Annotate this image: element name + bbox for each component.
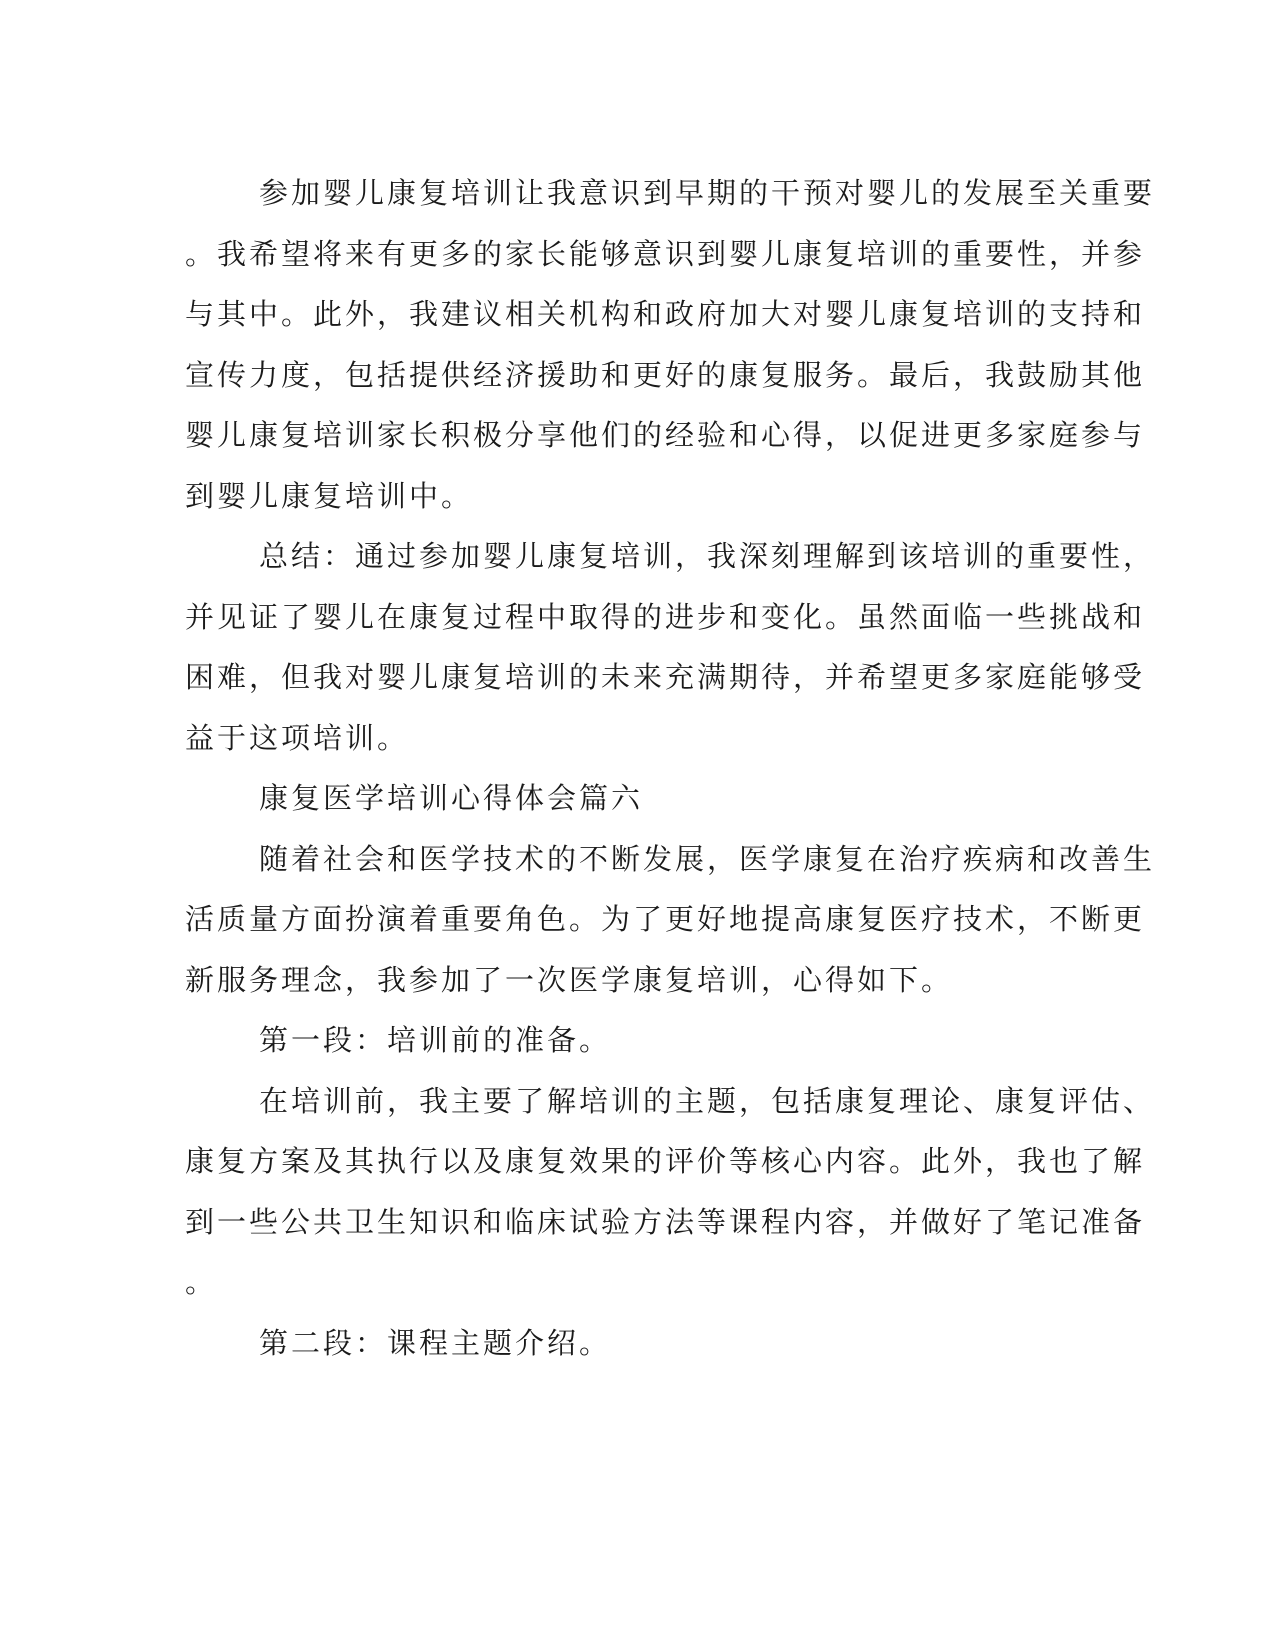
text-line: 在培训前，我主要了解培训的主题，包括康复理论、康复评估、 [259, 1083, 1156, 1118]
text-line: 总结：通过参加婴儿康复培训，我深刻理解到该培训的重要性， [259, 539, 1156, 573]
text-line: 困难，但我对婴儿康复培训的未来充满期待，并希望更多家庭能够受 [185, 660, 1146, 694]
text-line: 到婴儿康复培训中。 [185, 478, 474, 513]
paragraph-heading: 第二段：课程主题介绍。 [259, 1325, 612, 1360]
text-line: 。我希望将来有更多的家长能够意识到婴儿康复培训的重要性，并参 [185, 236, 1146, 271]
text-line: 与其中。此外，我建议相关机构和政府加大对婴儿康复培训的支持和 [185, 297, 1146, 331]
text-line: 新服务理念，我参加了一次医学康复培训，心得如下。 [185, 962, 954, 997]
paragraph-heading: 第一段：培训前的准备。 [259, 1023, 612, 1057]
document-body [185, 163, 1156, 1373]
section-heading: 康复医学培训心得体会篇六 [259, 781, 644, 815]
text-line: 并见证了婴儿在康复过程中取得的进步和变化。虽然面临一些挑战和 [185, 599, 1146, 634]
text-line: 活质量方面扮演着重要角色。为了更好地提高康复医疗技术，不断更 [185, 902, 1146, 936]
text-line: 到一些公共卫生知识和临床试验方法等课程内容，并做好了笔记准备 [185, 1204, 1146, 1239]
text-line: 参加婴儿康复培训让我意识到早期的干预对婴儿的发展至关重要 [259, 176, 1156, 210]
text-line: 益于这项培训。 [185, 720, 410, 755]
text-line: 宣传力度，包括提供经济援助和更好的康复服务。最后，我鼓励其他 [185, 357, 1146, 392]
text-line: 。 [185, 1265, 218, 1299]
text-line: 康复方案及其执行以及康复效果的评价等核心内容。此外，我也了解 [185, 1144, 1146, 1178]
text-line: 随着社会和医学技术的不断发展，医学康复在治疗疾病和改善生 [259, 841, 1156, 876]
text-line: 婴儿康复培训家长积极分享他们的经验和心得，以促进更多家庭参与 [185, 418, 1146, 452]
